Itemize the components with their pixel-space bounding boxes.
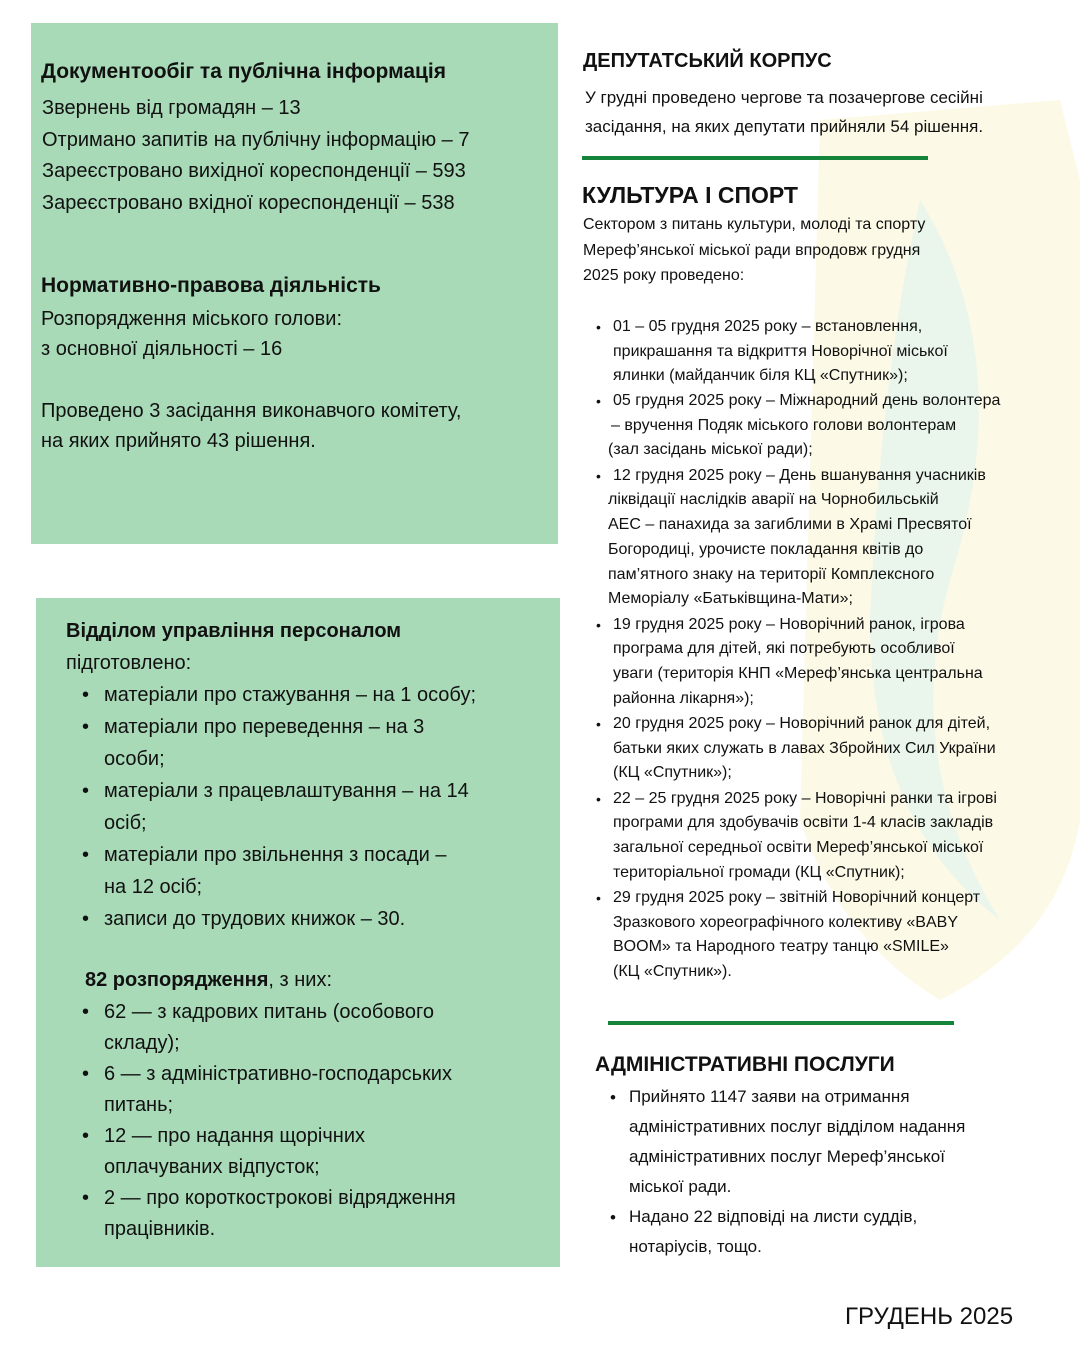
orders-count: 82 розпорядження	[85, 969, 269, 991]
culture-event-line: програма для дітей, які потребують особливої	[613, 640, 955, 657]
bullet-icon: •	[82, 1063, 90, 1085]
culture-event-line: уваги (територія КНП «Мереф’янська центральна	[613, 665, 983, 682]
personnel-item: записи до трудових книжок – 30.	[104, 908, 406, 930]
culture-event-line: – вручення Подяк міського голови волонтерам	[611, 417, 957, 434]
report-period: ГРУДЕНЬ 2025	[845, 1303, 1014, 1330]
culture-event-line: (КЦ «Спутник»);	[613, 764, 732, 781]
culture-event-line: 05 грудня 2025 року – Міжнародний день волонтера	[613, 392, 1001, 409]
personnel-item: особи;	[104, 748, 165, 770]
culture-event-line: 22 – 25 грудня 2025 року – Новорічні ранки та ігрові	[613, 790, 997, 807]
deputies-line: засідання, на яких депутати прийняли 54 рішення.	[585, 117, 984, 136]
bullet-icon: •	[82, 716, 90, 738]
orders-item: 62 — з кадрових питань (особового	[104, 1001, 434, 1023]
bullet-icon: •	[82, 1187, 90, 1209]
admin-line: Прийнято 1147 заяви на отримання	[629, 1087, 910, 1106]
culture-event-line: (зал засідань міської ради);	[608, 441, 813, 458]
docflow-line: Звернень від громадян – 13	[42, 97, 301, 119]
culture-event-line: батьки яких служать в лавах Збройних Сил України	[613, 740, 996, 757]
bullet-icon: •	[596, 791, 601, 807]
bullet-icon: •	[610, 1088, 616, 1107]
culture-event-line: ліквідації наслідків аварії на Чорнобильській	[608, 491, 939, 508]
bullet-icon: •	[82, 684, 90, 706]
culture-event-line: територіальної громади (КЦ «Спутник);	[613, 864, 905, 881]
culture-event-line: (КЦ «Спутник»).	[613, 963, 732, 980]
bullet-icon: •	[82, 1001, 90, 1023]
culture-event-line: загальної середньої освіти Мереф’янської міської	[613, 839, 984, 856]
bullet-icon: •	[596, 890, 601, 906]
personnel-item: матеріали з працевлаштування – на 14	[104, 780, 469, 802]
culture-event-line: Меморіалу «Батьківщина-Мати»;	[608, 590, 853, 607]
bullet-icon: •	[596, 468, 601, 484]
culture-event-line: 29 грудня 2025 року – звітній Новорічний концерт	[613, 889, 981, 906]
culture-event-line: ялинки (майданчик біля КЦ «Спутник»);	[613, 367, 908, 384]
culture-event-line: 12 грудня 2025 року – День вшанування учасників	[613, 467, 986, 484]
bullet-icon: •	[82, 844, 90, 866]
personnel-item: матеріали про звільнення з посади –	[104, 844, 447, 866]
culture-event-line: 19 грудня 2025 року – Новорічний ранок, ігрова	[613, 616, 965, 633]
orders-item: 6 — з адміністративно-господарських	[104, 1063, 452, 1085]
admin-line: нотаріусів, тощо.	[629, 1237, 762, 1256]
bullet-icon: •	[596, 319, 601, 335]
culture-event-line: 01 – 05 грудня 2025 року – встановлення,	[613, 318, 923, 335]
culture-event-line: програми для здобувачів освіти 1-4 класів закладів	[613, 814, 994, 831]
personnel-title: Відділом управління персоналом	[66, 620, 402, 642]
culture-title: КУЛЬТУРА І СПОРТ	[582, 182, 798, 208]
orders-item: оплачуваних відпусток;	[104, 1156, 320, 1178]
culture-event-line: районна лікарня»);	[613, 690, 754, 707]
culture-intro: 2025 року проведено:	[583, 267, 745, 284]
orders-item: працівників.	[104, 1218, 216, 1240]
orders-item: 2 — про короткострокові відрядження	[104, 1187, 456, 1209]
legal-line: Розпорядження міського голови:	[41, 308, 343, 330]
legal-line: Проведено 3 засідання виконавчого комітету,	[41, 400, 462, 422]
orders-item: складу);	[104, 1032, 180, 1054]
culture-event-line: BOOM» та Народного театру танцю «SMILE»	[613, 938, 949, 955]
culture-event-line: прикрашання та відкриття Новорічної міської	[613, 343, 948, 360]
bullet-icon: •	[82, 1125, 90, 1147]
section-divider	[582, 156, 928, 160]
docflow-line: Зареєстровано вихідної кореспонденції – 593	[42, 160, 466, 182]
admin-line: адміністративних послуг Мереф’янської	[629, 1147, 945, 1166]
personnel-item: матеріали про переведення – на 3	[104, 716, 425, 738]
culture-event-line: Зразкового хореографічного колективу «BABY	[613, 914, 958, 931]
bullet-icon: •	[610, 1208, 616, 1227]
legal-title: Нормативно-правова діяльність	[41, 274, 381, 297]
bullet-icon: •	[596, 393, 601, 409]
orders-item: питань;	[104, 1094, 174, 1116]
deputies-line: У грудні проведено чергове та позачергове сесійні	[585, 88, 983, 107]
section-divider	[608, 1021, 954, 1025]
bullet-icon: •	[596, 716, 601, 732]
admin-line: Надано 22 відповіді на листи суддів,	[629, 1207, 918, 1226]
orders-suffix: , з них:	[268, 969, 333, 991]
legal-line: з основної діяльності – 16	[41, 338, 283, 360]
admin-line: міської ради.	[629, 1177, 732, 1196]
personnel-subtitle: підготовлено:	[66, 652, 192, 674]
bullet-icon: •	[82, 908, 90, 930]
culture-intro: Мереф’янської міської ради впродовж грудня	[583, 242, 921, 259]
personnel-item: матеріали про стажування – на 1 особу;	[104, 684, 477, 706]
orders-heading	[85, 969, 332, 992]
legal-line: на яких прийнято 43 рішення.	[41, 430, 316, 452]
docflow-line: Отримано запитів на публічну інформацію – 7	[42, 129, 470, 151]
admin-line: адміністративних послуг відділом надання	[629, 1117, 966, 1136]
personnel-item: осіб;	[104, 812, 147, 834]
culture-event-line: АЕС – панахида за загиблими в Храмі Пресвятої	[608, 516, 972, 533]
culture-intro: Сектором з питань культури, молоді та спорту	[583, 216, 926, 233]
bullet-icon: •	[596, 617, 601, 633]
admin-title: АДМІНІСТРАТИВНІ ПОСЛУГИ	[595, 1053, 895, 1076]
deputies-title: ДЕПУТАТСЬКИЙ КОРПУС	[583, 50, 832, 72]
culture-event-line: Богородиці, урочисте покладання квітів до	[608, 541, 924, 558]
docflow-line: Зареєстровано вхідної кореспонденції – 538	[42, 192, 455, 214]
culture-event-line: пам’ятного знаку на території Комплексного	[608, 566, 935, 583]
docflow-title: Документообіг та публічна інформація	[41, 60, 447, 83]
orders-item: 12 — про надання щорічних	[104, 1125, 365, 1147]
culture-event-line: 20 грудня 2025 року – Новорічний ранок для дітей,	[613, 715, 991, 732]
bullet-icon: •	[82, 780, 90, 802]
personnel-item: на 12 осіб;	[104, 876, 203, 898]
